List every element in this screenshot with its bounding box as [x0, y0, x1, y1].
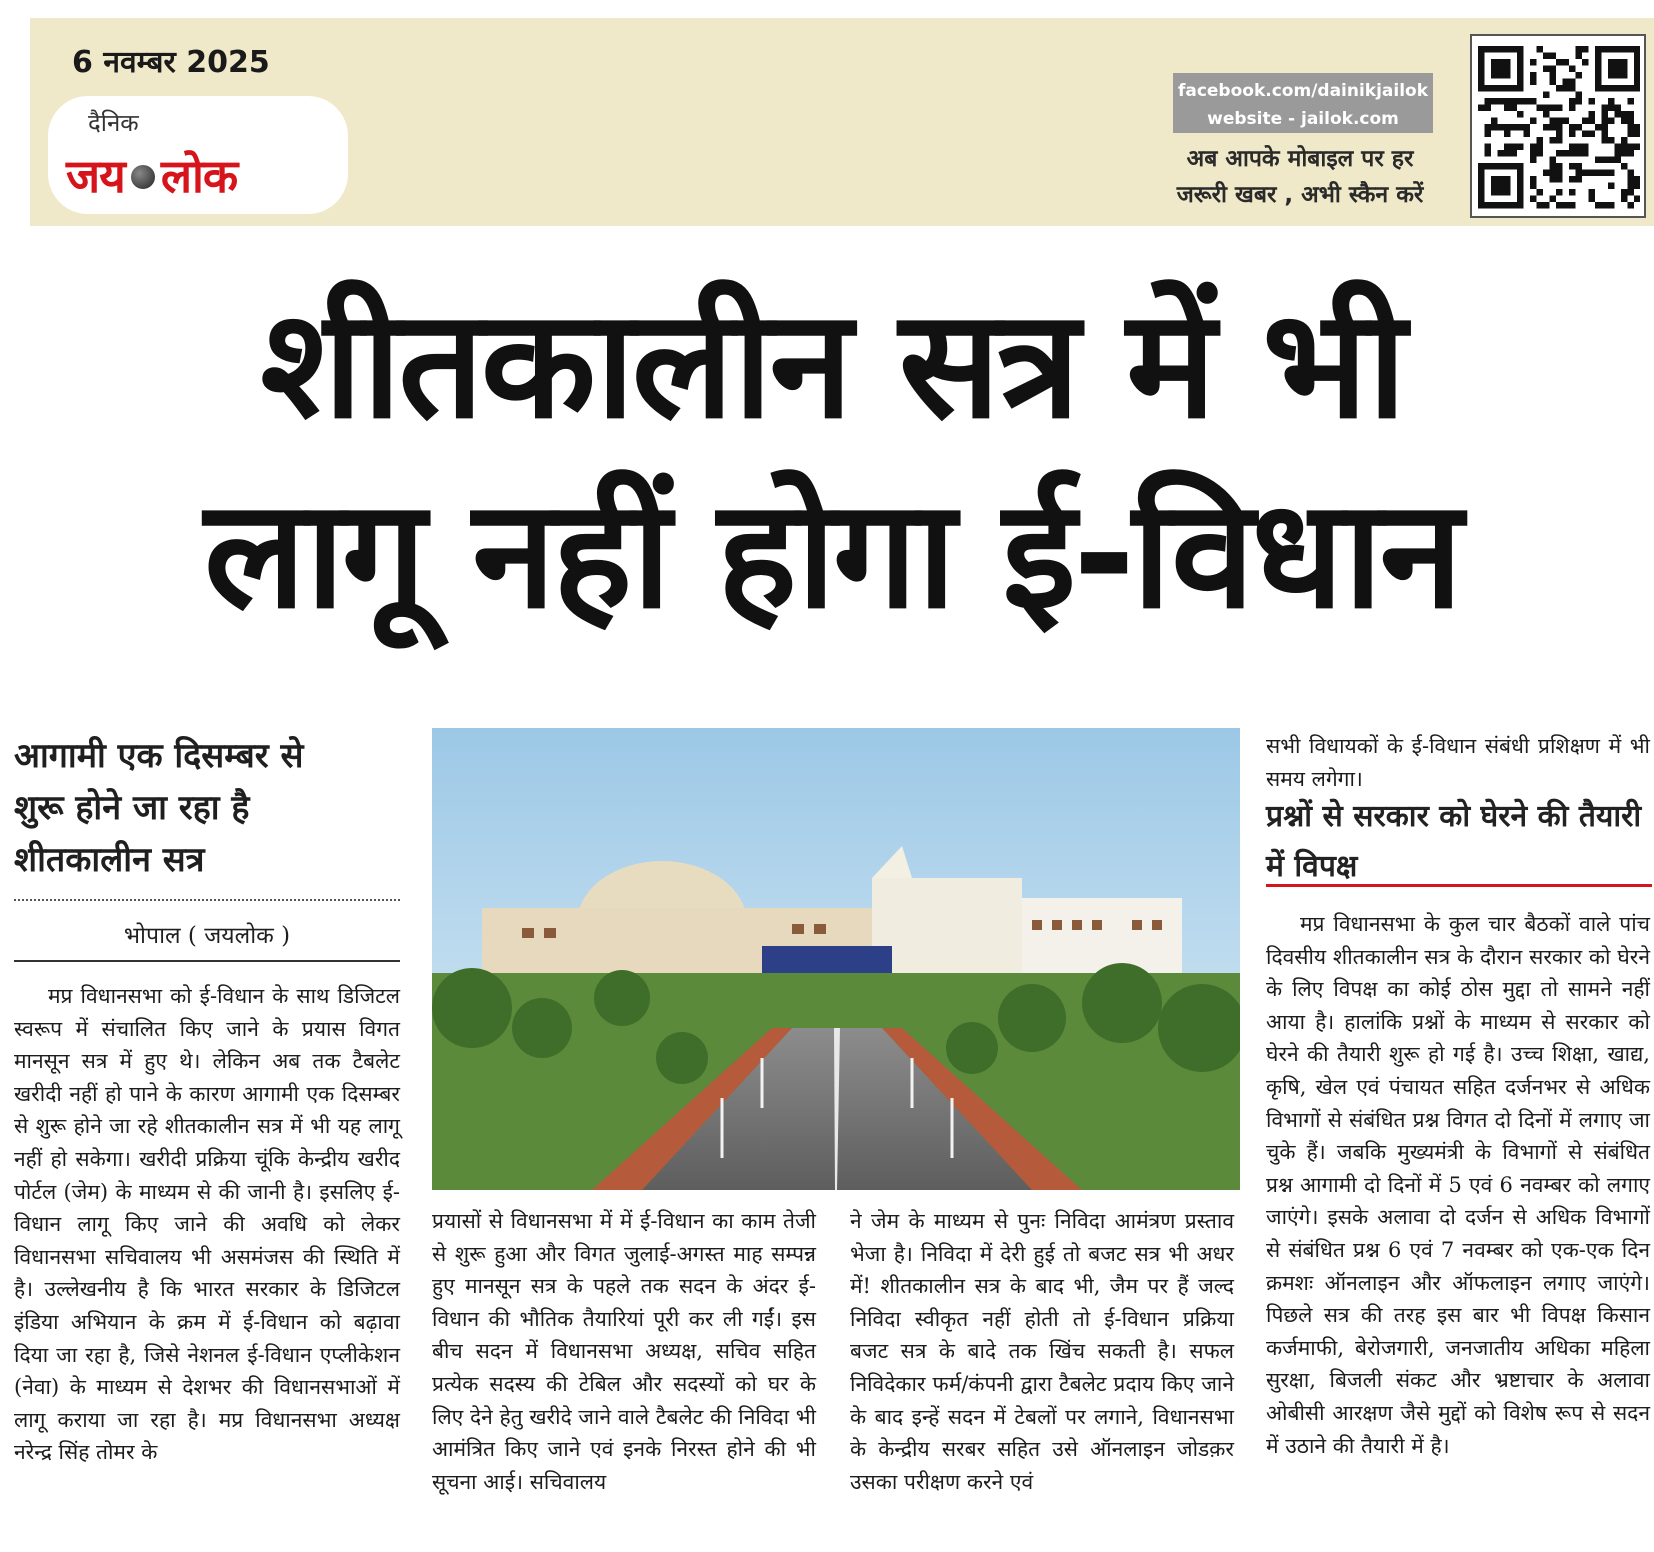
sub-headline-line-2: शुरू होने जा रहा है	[14, 788, 250, 828]
logo-daily-label: दैनिक	[88, 109, 139, 137]
social-box	[1173, 73, 1433, 133]
issue-date: 6 नवम्बर 2025	[72, 45, 270, 80]
main-headline	[20, 270, 1644, 650]
byline: भोपाल ( जयलोक )	[123, 923, 291, 949]
article-column-4-top: सभी विधायकों के ई-विधान संबंधी प्रशिक्षण में भी समय लगेगा।	[1266, 734, 1650, 791]
assembly-building-photo	[432, 728, 1240, 1190]
article-column-4-body: मप्र विधानसभा के कुल चार बैठकों वाले पांच दिवसीय शीतकालीन सत्र के दौरान सरकार को घेरने के लिए विपक्ष का कोई ठोस मुद्दा तो सामने नहीं आया है। हालांकि प्रश्नों के माध्यम से सरकार को घेरने की तैयारी शुरू हो गई है। उच्च शिक्षा, खाद्य, कृषि, खेल एवं पंचायत सहित दर्जनभर से अधिक विभागों से संबंधित प्रश्न विगत दो दिनों में लगाए जा चुके हैं। जबकि मुख्यमंत्री के विभागों से संबंधित प्रश्न आगामी दो दिनों में 5 एवं 6 नवम्बर को लगाए जाएंगे। इसके अलावा दो दर्जन से अधिक विभागों से संबंधित प्रश्न 6 एवं 7 नवम्बर को एक-एक दिन क्रमशः ऑनलाइन और ऑफलाइन लगाए जाएंगे। पिछले सत्र की तरह इस बार भी विपक्ष किसान कर्जमाफी, बेरोजगारी, जनजातीय अधिका महिला सुरक्षा, बिजली संकट और भ्रष्टाचार के अलावा ओबीसी आरक्षण जैसे मुद्दों को विशेष रूप से सदन में उठाने की तैयारी में है।	[1266, 912, 1650, 1458]
sub-headline	[14, 730, 404, 886]
side-headline: प्रश्नों से सरकार को घेरने की तैयारी में विपक्ष	[1266, 799, 1642, 884]
mobile-promo-line1: अब आपके मोबाइल पर हर	[1186, 146, 1414, 172]
byline-divider	[14, 960, 400, 962]
facebook-link[interactable]: facebook.com/dainikjailok	[1177, 81, 1429, 101]
article-column-3: ने जेम के माध्यम से पुनः निविदा आमंत्रण प्रस्ताव भेजा है। निविदा में देरी हुई तो बजट सत्र भी अधर में! शीतकालीन सत्र के बाद भी, जैम पर हैं जल्द निविदा स्वीकृत नहीं होती तो ई-विधान प्रक्रिया बजट सत्र के बादे तक खिंच सकती है। सफल निविदेकार फर्म/कंपनी द्वारा टैबलेट प्रदाय किए जाने के बाद इन्हें सदन में टेबलों पर लगाने, विधानसभा के केन्द्रीय सरबर सहित उसे ऑनलाइन जोडक़र उसका परीक्षण करने एवं	[850, 1209, 1234, 1494]
logo-name	[66, 144, 237, 206]
logo-name-left: जय	[66, 149, 125, 203]
headline-line-1: शीतकालीन सत्र में भी	[260, 278, 1404, 452]
article-column-1: मप्र विधानसभा को ई-विधान के साथ डिजिटल स्वरूप में संचालित किए जाने के प्रयास विगत मानसून सत्र में हुए थे। लेकिन अब तक टैबलेट खरीदी नहीं हो पाने के कारण आगामी एक दिसम्बर से शुरू होने जा रहे शीतकालीन सत्र में भी यह लागू नहीं हो सकेगा। खरीदी प्रक्रिया चूंकि केन्द्रीय खरीद पोर्टल (जेम) के माध्यम से की जानी है। इसलिए ई-विधान लागू किए जाने की अवधि को लेकर विधानसभा सचिवालय भी असमंजस की स्थिति में है। उल्लेखनीय है कि भारत सरकार के डिजिटल इंडिया अभियान के क्रम में ई-विधान को बढ़ावा दिया जा रहा है, जिसे नेशनल ई-विधान एप्लीकेशन (नेवा) के माध्यम से देशभर की विधानसभाओं में लागू कराया जा रहा है। मप्र विधानसभा अध्यक्ष नरेन्द्र सिंह तोमर के	[14, 984, 400, 1465]
qr-code-icon	[1470, 34, 1646, 218]
mobile-promo-line2: जरूरी खबर , अभी स्कैन करें	[1176, 182, 1424, 208]
sub-headline-line-1: आगामी एक दिसम्बर से	[14, 736, 304, 776]
logo-name-right: लोक	[160, 149, 238, 203]
newspaper-logo	[48, 96, 348, 214]
article-column-2: प्रयासों से विधानसभा में में ई-विधान का काम तेजी से शुरू हुआ और विगत जुलाई-अगस्त माह सम्पन्न हुए मानसून सत्र के पहले तक सदन के अंदर ई-विधान की भौतिक तैयारियां पूरी कर ली गईं। इस बीच सदन में विधानसभा अध्यक्ष, सचिव सहित प्रत्येक सदस्य की टेबिल और सदस्यों को घर के लिए देने हेतु खरीदे जाने वाले टैबलेट की निविदा भी आमंत्रित किए जाने एवं इनके निरस्त होने की भी सूचना आई। सचिवालय	[432, 1209, 816, 1494]
red-divider	[1266, 884, 1652, 887]
sub-headline-line-3: शीतकालीन सत्र	[14, 840, 205, 880]
dotted-divider	[14, 899, 400, 901]
headline-line-2: लागू नहीं होगा ई-विधान	[204, 468, 1460, 642]
globe-icon	[131, 165, 155, 189]
website-link[interactable]: website - jailok.com	[1207, 109, 1399, 129]
mobile-promo	[1150, 141, 1450, 213]
